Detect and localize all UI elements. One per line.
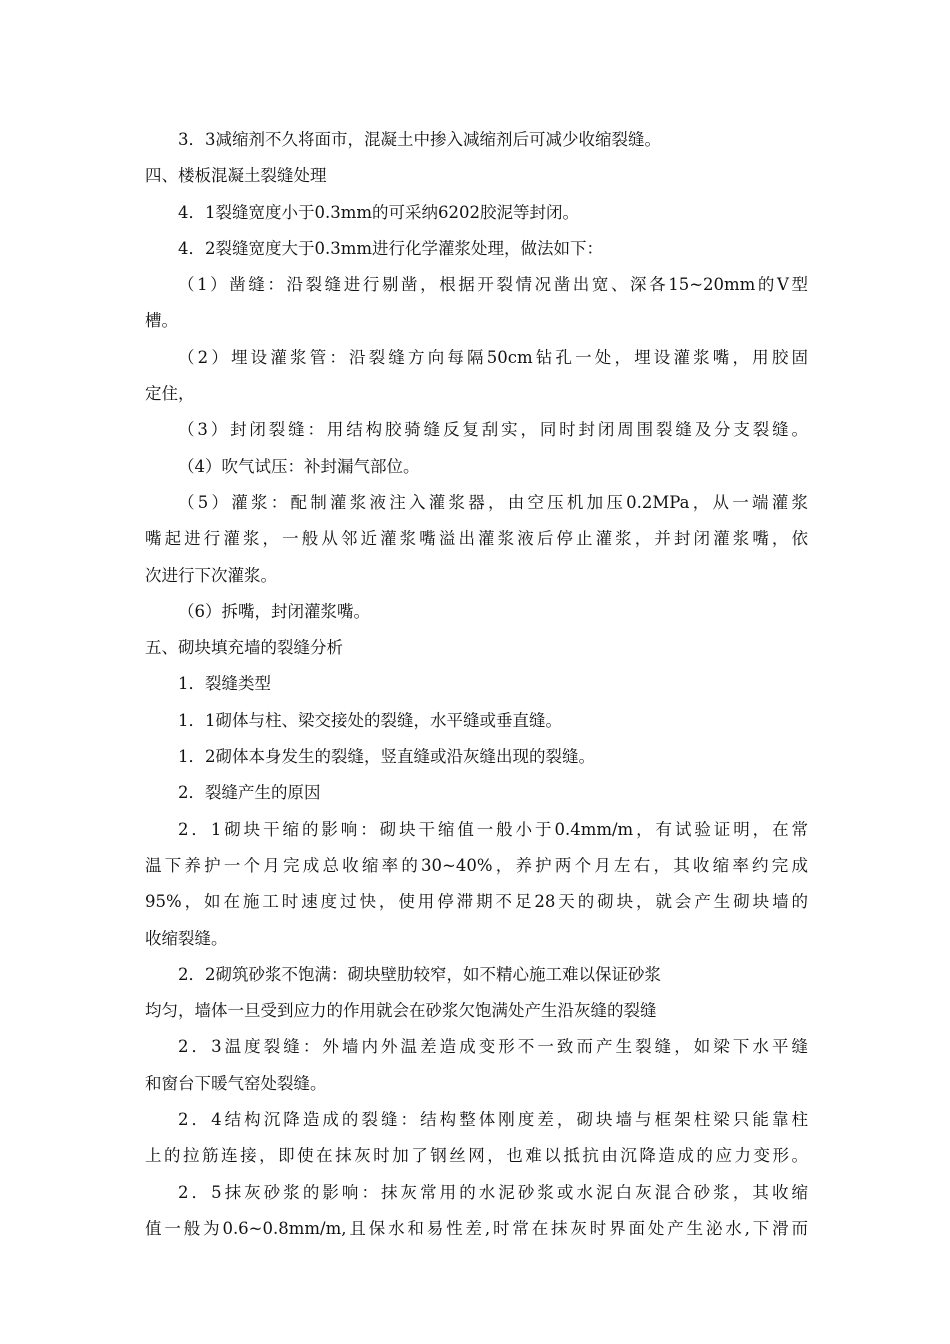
para-2-1-line-3: 95%，如在施工时速度过快，使用停滞期不足28天的砌块，就会产生砌块墙的 [145,892,808,912]
step-1-line-1: （1）凿缝：沿裂缝进行剔凿，根据开裂情况凿出宽、深各15~20mm的V型 [178,275,808,295]
body-text [145,122,808,1247]
subheading-crack-causes: 2．裂缝产生的原因 [178,783,321,803]
step-3: （3）封闭裂缝：用结构胶骑缝反复刮实，同时封闭周围裂缝及分支裂缝。 [178,420,808,440]
step-5-line-3: 次进行下次灌浆。 [145,565,277,585]
para-2-1-line-1: 2．1砌块干缩的影响：砌块干缩值一般小于0.4mm/m，有试验证明，在常 [178,819,808,839]
heading-section-5: 五、砌块填充墙的裂缝分析 [145,638,343,658]
step-2-line-2: 定住， [145,384,195,404]
para-2-5-line-1: 2．5抹灰砂浆的影响：抹灰常用的水泥砂浆或水泥白灰混合砂浆，其收缩 [178,1182,808,1202]
para-2-1-line-2: 温下养护一个月完成总收缩率的30~40%，养护两个月左右，其收缩率约完成 [145,855,808,875]
para-2-2-line-2: 均匀，墙体一旦受到应力的作用就会在砂浆欠饱满处产生沿灰缝的裂缝 [145,1001,657,1021]
para-2-5-line-2: 值一般为0.6~0.8mm/m,且保水和易性差,时常在抹灰时界面处产生泌水,下滑而 [145,1218,808,1238]
para-2-3-line-1: 2．3温度裂缝：外墙内外温差造成变形不一致而产生裂缝，如梁下水平缝 [178,1037,808,1057]
heading-section-4: 四、楼板混凝土裂缝处理 [145,166,327,186]
para-4-1: 4．1裂缝宽度小于0.3mm的可采纳6202胶泥等封闭。 [178,202,580,222]
para-4-2: 4．2裂缝宽度大于0.3mm进行化学灌浆处理，做法如下： [178,238,604,258]
step-1-line-2: 槽。 [145,311,178,331]
step-5-line-1: （5）灌浆：配制灌浆液注入灌浆器，由空压机加压0.2MPa，从一端灌浆 [178,492,808,512]
para-2-4-line-2: 上的拉筋连接，即使在抹灰时加了钢丝网，也难以抵抗由沉降造成的应力变形。 [145,1146,808,1166]
para-1-2: 1．2砌体本身发生的裂缝，竖直缝或沿灰缝出现的裂缝。 [178,747,595,767]
para-2-3-line-2: 和窗台下暖气窑处裂缝。 [145,1073,327,1093]
step-6: （6）拆嘴，封闭灌浆嘴。 [178,601,370,621]
subheading-crack-types: 1．裂缝类型 [178,674,271,694]
para-1-1: 1．1砌体与柱、梁交接处的裂缝，水平缝或垂直缝。 [178,710,562,730]
para-2-1-line-4: 收缩裂缝。 [145,928,228,948]
para-2-4-line-1: 2．4结构沉降造成的裂缝：结构整体刚度差，砌块墙与框架柱梁只能靠柱 [178,1110,808,1130]
step-5-line-2: 嘴起进行灌浆，一般从邻近灌浆嘴溢出灌浆液后停止灌浆，并封闭灌浆嘴，依 [145,529,808,549]
step-2-line-1: （2）埋设灌浆管：沿裂缝方向每隔50cm钻孔一处，埋设灌浆嘴，用胶固 [178,347,808,367]
para-2-2-line-1: 2．2砌筑砂浆不饱满：砌块壁肋较窄，如不精心施工难以保证砂浆 [178,964,661,984]
step-4: （4）吹气试压：补封漏气部位。 [178,456,420,476]
para-3-3: 3．3减缩剂不久将面市，混凝土中掺入减缩剂后可减少收缩裂缝。 [178,130,661,149]
